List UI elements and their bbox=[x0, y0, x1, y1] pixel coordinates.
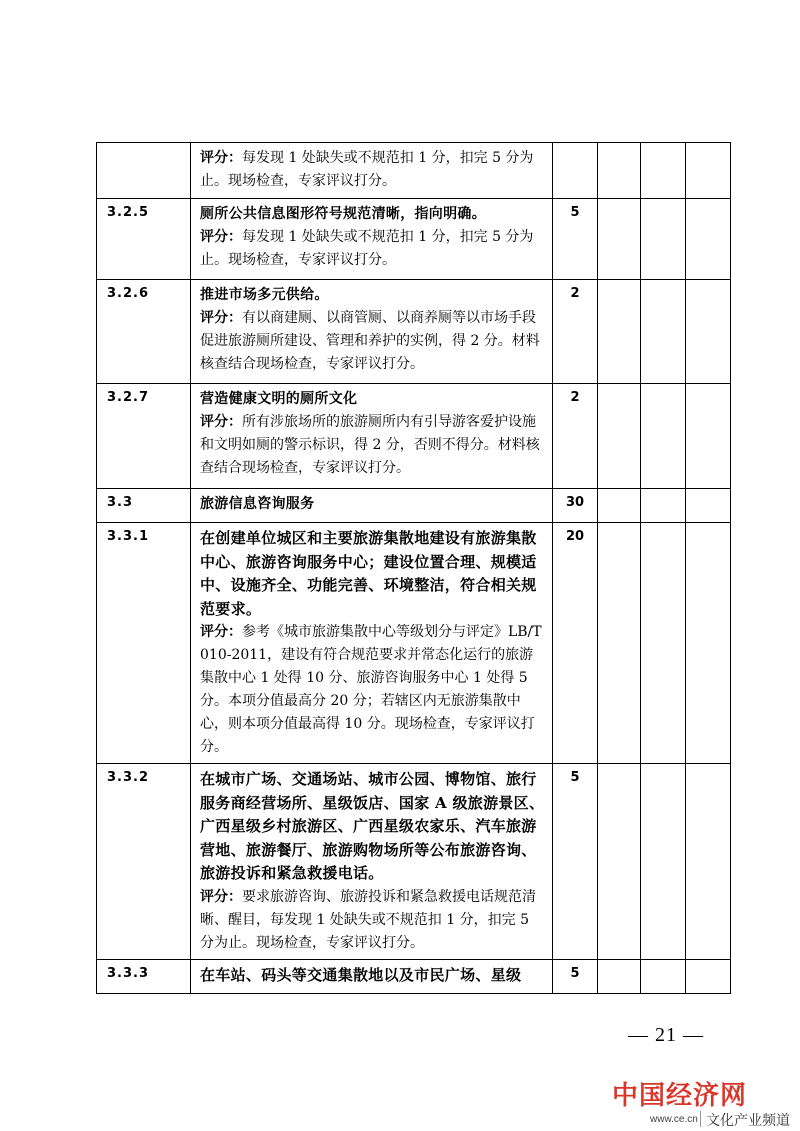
scoring-description: 参考《城市旅游集散中心等级划分与评定》LB/T 010-2011，建设有符合规范要求并常态化运行的旅游集散中心 1 处得 10 分、旅游咨询服务中心 1 处得 5 分。本项分值最高分 20 分；若辖区内无旅游集散中心，则本项分值最高得 10 分。现场检查，专家评议打分。 bbox=[200, 624, 542, 755]
item-code-cell bbox=[97, 384, 191, 489]
item-score: 5 bbox=[570, 205, 580, 220]
scoring-label: 评分： bbox=[200, 888, 242, 905]
table-row bbox=[97, 489, 731, 523]
empty-cell bbox=[686, 384, 731, 489]
score-cell bbox=[553, 199, 598, 280]
table-row bbox=[97, 199, 731, 280]
empty-cell bbox=[598, 143, 641, 199]
scoring-label: 评分： bbox=[200, 229, 242, 245]
item-score bbox=[553, 143, 597, 149]
item-score: 30 bbox=[565, 495, 585, 510]
requirement-text: 厕所公共信息图形符号规范清晰，指向明确。 bbox=[200, 206, 486, 222]
table-row bbox=[97, 523, 731, 764]
empty-cell bbox=[686, 280, 731, 384]
item-content-cell bbox=[191, 199, 553, 280]
empty-cell bbox=[686, 523, 731, 764]
empty-cell bbox=[641, 280, 686, 384]
empty-cell bbox=[686, 959, 731, 993]
score-cell bbox=[553, 764, 598, 960]
scoring-description: 所有涉旅场所的旅游厕所内有引导游客爱护设施和文明如厕的警示标识，得 2 分，否则不得分。材料核查结合现场检查，专家评议打分。 bbox=[200, 414, 540, 476]
item-score: 5 bbox=[570, 770, 580, 785]
item-code: 3.3 bbox=[107, 495, 134, 510]
item-code-cell bbox=[97, 959, 191, 993]
item-content-cell bbox=[191, 489, 553, 523]
empty-cell bbox=[598, 764, 641, 960]
requirement-text: 在创建单位城区和主要旅游集散地建设有旅游集散中心、旅游咨询服务中心；建设位置合理、规模适中、设施齐全、功能完善、环境整洁，符合相关规范要求。 bbox=[200, 529, 537, 618]
logo-channel: 文化产业频道 bbox=[706, 1113, 790, 1129]
item-content-cell bbox=[191, 764, 553, 960]
requirement-text: 营造健康文明的厕所文化 bbox=[200, 391, 358, 407]
logo-divider bbox=[700, 1111, 701, 1127]
item-code-cell bbox=[97, 764, 191, 960]
item-content-cell bbox=[191, 280, 553, 384]
scoring-label: 评分： bbox=[200, 624, 242, 640]
table-row bbox=[97, 959, 731, 993]
score-cell bbox=[553, 280, 598, 384]
page-number: — 21 — bbox=[628, 1024, 704, 1046]
empty-cell bbox=[686, 143, 731, 199]
empty-cell bbox=[598, 384, 641, 489]
item-code-cell bbox=[97, 199, 191, 280]
item-content-cell bbox=[191, 384, 553, 489]
item-score: 2 bbox=[570, 286, 580, 301]
scoring-description: 每发现 1 处缺失或不规范扣 1 分，扣完 5 分为止。现场检查，专家评议打分。 bbox=[200, 229, 534, 268]
empty-cell bbox=[686, 199, 731, 280]
logo-url: www.ce.cn bbox=[650, 1114, 698, 1125]
table-row bbox=[97, 384, 731, 489]
scoring-label: 评分： bbox=[200, 310, 242, 326]
empty-cell bbox=[598, 280, 641, 384]
item-code bbox=[97, 143, 190, 149]
scoring-description: 每发现 1 处缺失或不规范扣 1 分，扣完 5 分为止。现场检查，专家评议打分。 bbox=[200, 150, 534, 189]
empty-cell bbox=[641, 143, 686, 199]
score-cell bbox=[553, 143, 598, 199]
requirement-text: 在城市广场、交通场站、城市公园、博物馆、旅行服务商经营场所、星级饭店、国家 A 级旅游景区、广西星级乡村旅游区、广西星级农家乐、汽车旅游营地、旅游餐厅、旅游购物场所等公布旅游咨询、旅游投诉和紧急救援电话。 bbox=[200, 770, 545, 882]
empty-cell bbox=[598, 523, 641, 764]
scoring-description: 要求旅游咨询、旅游投诉和紧急救援电话规范清晰、醒目，每发现 1 处缺失或不规范扣 1 分，扣完 5 分为止。现场检查，专家评议打分。 bbox=[200, 888, 536, 951]
item-code: 3.3.3 bbox=[107, 965, 150, 981]
item-code-cell bbox=[97, 143, 191, 199]
table-row bbox=[97, 143, 731, 199]
empty-cell bbox=[641, 199, 686, 280]
empty-cell bbox=[641, 764, 686, 960]
item-code: 3.2.5 bbox=[107, 205, 150, 220]
item-code: 3.3.1 bbox=[107, 529, 150, 544]
item-code-cell bbox=[97, 523, 191, 764]
empty-cell bbox=[686, 489, 731, 523]
scoring-table bbox=[96, 142, 731, 994]
table-row bbox=[97, 764, 731, 960]
item-code: 3.3.2 bbox=[107, 770, 150, 785]
item-score: 5 bbox=[570, 965, 580, 981]
item-score: 2 bbox=[570, 390, 580, 405]
score-cell bbox=[553, 489, 598, 523]
requirement-text: 在车站、码头等交通集散地以及市民广场、星级 bbox=[200, 965, 522, 984]
watermark-logo bbox=[612, 1075, 796, 1131]
empty-cell bbox=[686, 764, 731, 960]
item-code: 3.2.6 bbox=[107, 286, 150, 301]
table-row bbox=[97, 280, 731, 384]
score-cell bbox=[553, 384, 598, 489]
empty-cell bbox=[641, 489, 686, 523]
item-code-cell bbox=[97, 280, 191, 384]
section-heading: 旅游信息咨询服务 bbox=[200, 496, 315, 512]
requirement-text: 推进市场多元供给。 bbox=[200, 287, 329, 303]
item-content-cell bbox=[191, 959, 553, 993]
item-content-cell bbox=[191, 143, 553, 199]
logo-title: 中国经济网 bbox=[612, 1081, 748, 1111]
empty-cell bbox=[598, 959, 641, 993]
empty-cell bbox=[641, 959, 686, 993]
scoring-label: 评分： bbox=[200, 414, 242, 430]
item-content-cell bbox=[191, 523, 553, 764]
empty-cell bbox=[641, 523, 686, 764]
scoring-description: 有以商建厕、以商管厕、以商养厕等以市场手段促进旅游厕所建设、管理和养护的实例，得 2 分。材料核查结合现场检查，专家评议打分。 bbox=[200, 310, 540, 372]
scoring-label: 评分： bbox=[200, 150, 242, 166]
score-cell bbox=[553, 959, 598, 993]
empty-cell bbox=[598, 199, 641, 280]
empty-cell bbox=[598, 489, 641, 523]
score-cell bbox=[553, 523, 598, 764]
item-code-cell bbox=[97, 489, 191, 523]
item-code: 3.2.7 bbox=[107, 390, 150, 405]
item-score: 20 bbox=[565, 529, 585, 544]
empty-cell bbox=[641, 384, 686, 489]
